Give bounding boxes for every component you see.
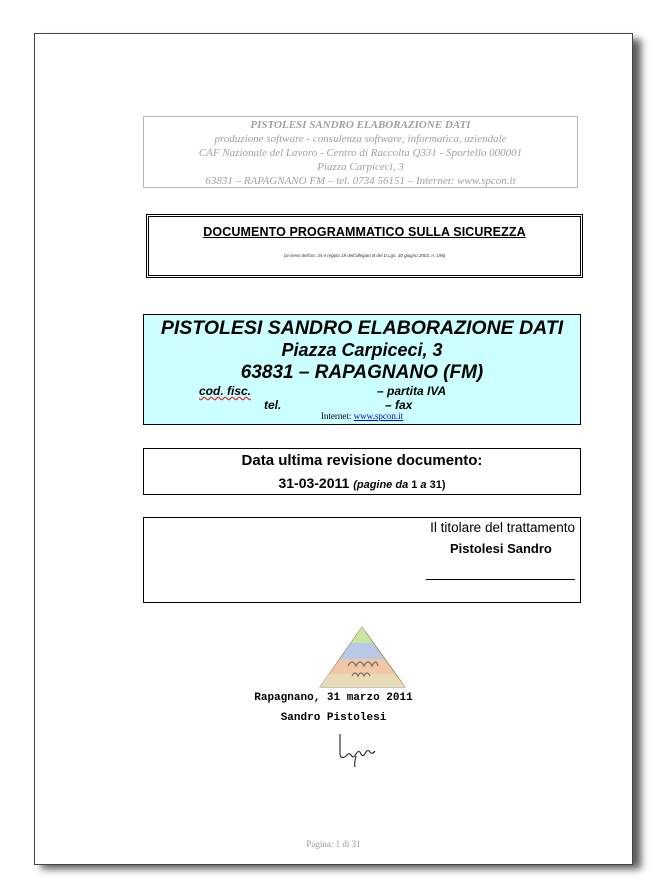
fax-label: – fax — [385, 398, 413, 412]
document-title: DOCUMENTO PROGRAMMATICO SULLA SICUREZZA — [203, 225, 526, 239]
revision-pages — [353, 479, 445, 491]
owner-box — [143, 517, 581, 603]
letterhead-contacts: 63831 – RAPAGNANO FM – tel. 0734 56151 – Internet: www.spcon.it — [205, 175, 516, 187]
tel-label: tel. — [264, 398, 282, 412]
cod-fisc-label: cod. fisc. — [199, 384, 252, 398]
document-title-box — [146, 214, 583, 278]
place-and-date: Rapagnano, 31 marzo 2011 — [254, 692, 413, 704]
revision-date: 31-03-2011 — [278, 475, 350, 491]
pages-from: 1 — [411, 479, 418, 491]
document-legal-reference: (ai sensi dell'art. 34 e regola 19 dell'allegato B del D.Lgs. 30 giugno 2003, n. 196) — [283, 253, 446, 258]
letterhead-title: PISTOLESI SANDRO ELABORAZIONE DATI — [250, 119, 471, 131]
partita-iva-label: – partita IVA — [377, 384, 447, 398]
owner-name: Pistolesi Sandro — [450, 541, 552, 556]
company-address: Piazza Carpiceci, 3 — [281, 340, 443, 360]
signer-name: Sandro Pistolesi — [280, 712, 387, 724]
company-city: 63831 – RAPAGNANO (FM) — [240, 362, 484, 383]
pyramid-logo-icon — [318, 626, 407, 688]
company-internet — [144, 411, 580, 421]
letterhead-address: Piazza Carpiceci, 3 — [317, 161, 404, 173]
company-box — [143, 314, 581, 425]
internet-label: Internet: — [320, 411, 352, 421]
letterhead-caf: CAF Nazionale del Lavoro - Centro di Raccolta Q331 - Sportello 000001 — [198, 147, 523, 159]
pages-suffix: ) — [441, 479, 446, 491]
revision-date-line — [144, 475, 580, 491]
document-page — [34, 33, 633, 865]
handwritten-signature-icon — [334, 730, 382, 768]
letterhead — [143, 116, 578, 188]
letterhead-services: produzione software - consulenza software, informatica, aziendale — [214, 133, 507, 145]
website-link[interactable]: www.spcon.it — [353, 411, 404, 421]
pages-mid: a — [417, 479, 430, 491]
signature-line — [426, 579, 575, 580]
owner-label: Il titolare del trattamento — [430, 520, 575, 535]
page-number: Pagina: 1 di 31 — [306, 839, 361, 849]
pages-to: 31 — [429, 479, 442, 491]
revision-label: Data ultima revisione documento: — [241, 452, 483, 469]
revision-box — [143, 448, 581, 495]
company-name: PISTOLESI SANDRO ELABORAZIONE DATI — [160, 317, 564, 339]
pages-prefix: (pagine da — [353, 479, 412, 491]
